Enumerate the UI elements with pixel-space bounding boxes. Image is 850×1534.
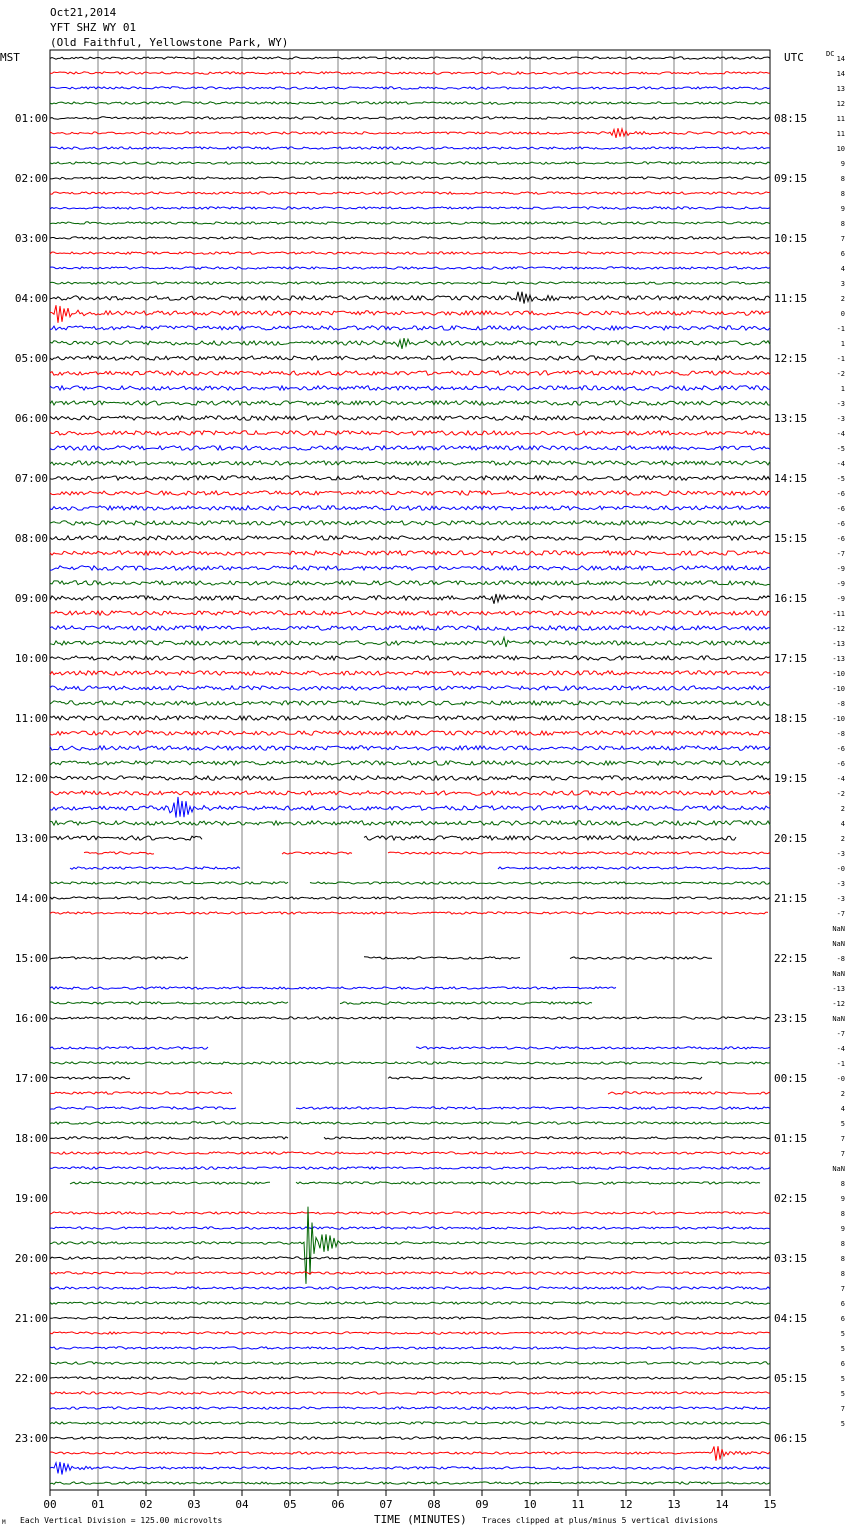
trace-line-67: [50, 1062, 770, 1064]
trace-line-74: [50, 1167, 770, 1169]
trace-line-16: [50, 292, 770, 304]
dc-offset-label: -12: [832, 1000, 845, 1008]
trace-line-48: [50, 776, 770, 780]
trace-line-38: [50, 626, 770, 630]
x-axis-ticks: [43, 1490, 776, 1511]
dc-offset-label: -2: [836, 790, 845, 798]
mst-hour-label: 03:00: [14, 232, 48, 245]
trace-line-18: [50, 326, 770, 330]
mst-hour-label: 08:00: [14, 532, 48, 545]
utc-hour-label: 15:15: [774, 532, 808, 545]
mst-hour-labels: [15, 112, 48, 1445]
mst-hour-label: 10:00: [14, 652, 48, 665]
header-date: Oct21,2014: [50, 6, 117, 19]
x-tick-label: 04: [235, 1498, 249, 1511]
dc-offset-label: 8: [840, 1240, 845, 1248]
dc-offset-label: 8: [840, 175, 845, 183]
dc-offset-label: -7: [836, 910, 845, 918]
trace-line-39: [50, 637, 770, 647]
trace-line-62: [50, 987, 616, 989]
mst-hour-label: 11:00: [14, 712, 48, 725]
dc-offset-label: -13: [832, 655, 845, 663]
mst-hour-label: 17:00: [14, 1072, 48, 1085]
trace-line-14: [50, 267, 770, 269]
x-tick-label: 05: [283, 1498, 297, 1511]
mst-hour-label: 15:00: [14, 952, 48, 965]
trace-line-64: [50, 1017, 770, 1019]
dc-offset-label: -3: [836, 880, 845, 888]
dc-offset-label: 2: [840, 1090, 845, 1098]
trace-line-86: [50, 1347, 770, 1349]
trace-line-93: [50, 1446, 770, 1461]
dc-offset-label: -12: [832, 625, 845, 633]
trace-line-30: [50, 506, 770, 510]
dc-offset-label: 5: [840, 1345, 845, 1353]
trace-line-40: [50, 656, 770, 660]
mst-hour-label: 07:00: [14, 472, 48, 485]
mst-hour-label: 04:00: [14, 292, 48, 305]
trace-line-26: [50, 446, 770, 450]
x-tick-label: 13: [667, 1498, 681, 1511]
utc-hour-label: 18:15: [774, 712, 808, 725]
dc-offset-label: -0: [836, 865, 845, 873]
mst-hour-label: 19:00: [14, 1192, 48, 1205]
dc-offset-label: 5: [840, 1330, 845, 1338]
trace-line-0: [50, 57, 770, 59]
trace-line-69: [50, 1092, 770, 1094]
dc-offset-label: 7: [840, 1405, 845, 1413]
trace-line-94: [50, 1462, 770, 1475]
utc-hour-label: 21:15: [774, 892, 808, 905]
utc-hour-label: 22:15: [774, 952, 808, 965]
dc-offset-label: -1: [836, 1060, 845, 1068]
utc-hour-label: 06:15: [774, 1432, 808, 1445]
dc-offset-label: 8: [840, 1270, 845, 1278]
trace-line-45: [50, 731, 770, 735]
trace-line-1: [50, 72, 770, 74]
dc-offset-label: 11: [836, 115, 845, 123]
mst-hour-label: 12:00: [14, 772, 48, 785]
trace-line-2: [50, 87, 770, 89]
trace-line-19: [50, 338, 770, 349]
dc-offset-label: -13: [832, 640, 845, 648]
trace-line-29: [50, 491, 770, 495]
utc-hour-label: 14:15: [774, 472, 808, 485]
trace-line-37: [50, 611, 770, 615]
dc-offset-label: -9: [836, 565, 845, 573]
dc-offset-label: 7: [840, 1135, 845, 1143]
trace-line-80: [50, 1257, 770, 1259]
dc-offset-label: -8: [836, 730, 845, 738]
dc-offset-label: -1: [836, 325, 845, 333]
x-tick-label: 10: [523, 1498, 537, 1511]
header-station: YFT SHZ WY 01: [50, 21, 137, 34]
time-gridlines: [98, 50, 722, 1490]
mst-hour-label: 23:00: [14, 1432, 48, 1445]
dc-offset-label: -4: [836, 430, 845, 438]
utc-hour-label: 09:15: [774, 172, 808, 185]
x-tick-label: 11: [571, 1498, 585, 1511]
dc-offset-label: -9: [836, 580, 845, 588]
trace-line-46: [50, 746, 770, 750]
trace-line-85: [50, 1332, 770, 1334]
utc-hour-label: 12:15: [774, 352, 808, 365]
trace-line-4: [50, 117, 770, 119]
dc-offset-label: -8: [836, 955, 845, 963]
dc-offset-label: 6: [840, 1315, 845, 1323]
utc-hour-label: 17:15: [774, 652, 808, 665]
dc-offset-label: 12: [836, 100, 845, 108]
dc-offset-label: -3: [836, 895, 845, 903]
corner-mark: M: [2, 1519, 6, 1526]
utc-hour-label: 13:15: [774, 412, 808, 425]
x-tick-label: 15: [763, 1498, 777, 1511]
mst-hour-label: 20:00: [14, 1252, 48, 1265]
trace-line-44: [50, 716, 770, 720]
trace-line-21: [50, 371, 770, 375]
x-tick-label: 03: [187, 1498, 201, 1511]
dc-offset-label: 10: [836, 145, 845, 153]
trace-line-36: [50, 594, 770, 604]
dc-offset-label: -6: [836, 535, 845, 543]
dc-offset-label: -13: [832, 985, 845, 993]
utc-hour-label: 02:15: [774, 1192, 808, 1205]
trace-line-55: [50, 882, 770, 884]
trace-line-20: [50, 356, 770, 360]
dc-offset-label: -6: [836, 490, 845, 498]
trace-line-8: [50, 177, 770, 179]
dc-offset-label: NaN: [832, 940, 845, 948]
dc-offset-label: 4: [840, 265, 845, 273]
dc-offset-label: 3: [840, 280, 845, 288]
dc-offset-label: -4: [836, 1045, 845, 1053]
dc-offset-label: -10: [832, 685, 845, 693]
dc-offset-label: 7: [840, 1150, 845, 1158]
x-tick-label: 08: [427, 1498, 441, 1511]
scale-note: Each Vertical Division = 125.00 microvolts: [20, 1516, 223, 1525]
mst-hour-label: 14:00: [14, 892, 48, 905]
dc-offset-label: 14: [836, 70, 845, 78]
x-axis-title: TIME (MINUTES): [374, 1513, 467, 1526]
trace-line-3: [50, 102, 770, 104]
dc-offset-label: 8: [840, 220, 845, 228]
header-location: (Old Faithful, Yellowstone Park, WY): [50, 36, 289, 49]
x-tick-label: 06: [331, 1498, 345, 1511]
dc-offset-label: NaN: [832, 925, 845, 933]
trace-line-34: [50, 566, 770, 570]
dc-offset-label: -6: [836, 745, 845, 753]
trace-line-15: [50, 282, 770, 284]
trace-line-87: [50, 1362, 770, 1364]
dc-offset-label: 8: [840, 1180, 845, 1188]
dc-offset-labels: [832, 55, 845, 1428]
trace-line-13: [50, 252, 770, 254]
dc-offset-label: -7: [836, 1030, 845, 1038]
dc-offset-label: 0: [840, 310, 845, 318]
utc-hour-label: 20:15: [774, 832, 808, 845]
dc-offset-label: -3: [836, 400, 845, 408]
mst-hour-label: 13:00: [14, 832, 48, 845]
mst-hour-label: 05:00: [14, 352, 48, 365]
dc-offset-label: 2: [840, 835, 845, 843]
dc-offset-label: NaN: [832, 1015, 845, 1023]
x-tick-label: 00: [43, 1498, 57, 1511]
dc-offset-label: -4: [836, 775, 845, 783]
trace-line-27: [50, 461, 770, 465]
x-tick-label: 09: [475, 1498, 489, 1511]
utc-hour-label: 01:15: [774, 1132, 808, 1145]
dc-offset-label: 9: [840, 205, 845, 213]
plot-frame: [50, 50, 770, 1490]
dc-offset-label: 1: [840, 340, 845, 348]
trace-line-60: [50, 957, 712, 959]
trace-line-24: [50, 416, 770, 420]
x-tick-label: 12: [619, 1498, 633, 1511]
trace-line-81: [50, 1272, 770, 1274]
dc-offset-label: NaN: [832, 970, 845, 978]
trace-line-49: [50, 791, 770, 795]
trace-line-70: [50, 1107, 770, 1109]
dc-offset-label: 2: [840, 805, 845, 813]
dc-offset-label: 11: [836, 130, 845, 138]
utc-hour-label: 05:15: [774, 1372, 808, 1385]
trace-line-95: [50, 1482, 770, 1484]
mst-hour-label: 18:00: [14, 1132, 48, 1145]
trace-line-11: [50, 222, 770, 224]
dc-offset-label: 1: [840, 385, 845, 393]
dc-offset-label: 6: [840, 250, 845, 258]
utc-axis-label: UTC: [784, 51, 804, 64]
trace-line-72: [50, 1137, 770, 1139]
seismic-traces: [50, 57, 770, 1484]
trace-line-78: [50, 1227, 770, 1229]
clip-note: Traces clipped at plus/minus 5 vertical divisions: [482, 1516, 719, 1525]
utc-hour-label: 19:15: [774, 772, 808, 785]
trace-line-53: [84, 852, 770, 854]
utc-hour-label: 08:15: [774, 112, 808, 125]
mst-hour-label: 06:00: [14, 412, 48, 425]
dc-offset-label: -7: [836, 550, 845, 558]
trace-line-43: [50, 701, 770, 705]
dc-offset-label: 5: [840, 1120, 845, 1128]
dc-offset-label: -10: [832, 670, 845, 678]
trace-line-89: [50, 1392, 770, 1394]
trace-line-5: [50, 128, 770, 138]
x-tick-label: 14: [715, 1498, 729, 1511]
trace-line-42: [50, 686, 770, 690]
trace-line-12: [50, 237, 770, 239]
trace-line-92: [50, 1437, 770, 1439]
dc-offset-label: 6: [840, 1300, 845, 1308]
trace-line-25: [50, 431, 770, 435]
dc-offset-label: -5: [836, 445, 845, 453]
trace-line-84: [50, 1317, 770, 1319]
trace-line-91: [50, 1422, 770, 1424]
trace-line-28: [50, 476, 770, 480]
mst-axis-label: MST: [0, 51, 20, 64]
dc-offset-label: 8: [840, 1255, 845, 1263]
utc-hour-label: 10:15: [774, 232, 808, 245]
utc-hour-labels: [774, 112, 807, 1445]
mst-hour-label: 01:00: [14, 112, 48, 125]
dc-offset-label: 5: [840, 1420, 845, 1428]
dc-offset-label: 6: [840, 1360, 845, 1368]
trace-line-7: [50, 162, 770, 164]
dc-offset-label: -5: [836, 475, 845, 483]
dc-offset-label: -3: [836, 415, 845, 423]
trace-line-6: [50, 147, 770, 149]
trace-line-82: [50, 1287, 770, 1289]
trace-line-90: [50, 1407, 770, 1409]
mst-hour-label: 02:00: [14, 172, 48, 185]
dc-offset-label: 4: [840, 820, 845, 828]
mst-hour-label: 21:00: [14, 1312, 48, 1325]
utc-hour-label: 03:15: [774, 1252, 808, 1265]
dc-offset-label: -9: [836, 595, 845, 603]
trace-line-54: [70, 867, 770, 869]
trace-line-71: [50, 1122, 770, 1124]
trace-line-33: [50, 551, 770, 555]
trace-line-88: [50, 1377, 770, 1379]
trace-line-51: [50, 821, 770, 825]
trace-line-9: [50, 192, 770, 194]
dc-offset-label: -2: [836, 370, 845, 378]
trace-line-56: [50, 897, 770, 899]
x-tick-label: 02: [139, 1498, 153, 1511]
trace-line-66: [50, 1047, 770, 1049]
dc-offset-label: 9: [840, 1225, 845, 1233]
dc-label: DC: [826, 50, 835, 58]
dc-offset-label: 8: [840, 1210, 845, 1218]
trace-line-63: [50, 1002, 592, 1004]
trace-line-32: [50, 536, 770, 540]
dc-offset-label: -6: [836, 505, 845, 513]
dc-offset-label: -4: [836, 460, 845, 468]
x-tick-label: 01: [91, 1498, 105, 1511]
trace-line-75: [70, 1182, 760, 1184]
trace-line-73: [50, 1152, 770, 1154]
utc-hour-label: 23:15: [774, 1012, 808, 1025]
dc-offset-label: 2: [840, 295, 845, 303]
dc-offset-label: 7: [840, 1285, 845, 1293]
dc-offset-label: 9: [840, 160, 845, 168]
dc-offset-label: 5: [840, 1375, 845, 1383]
dc-offset-label: 7: [840, 235, 845, 243]
dc-offset-label: -6: [836, 760, 845, 768]
trace-line-83: [50, 1302, 770, 1304]
dc-offset-label: -1: [836, 355, 845, 363]
x-tick-label: 07: [379, 1498, 393, 1511]
dc-offset-label: 13: [836, 85, 845, 93]
trace-line-22: [50, 386, 770, 390]
trace-line-68: [50, 1077, 702, 1079]
dc-offset-label: -10: [832, 715, 845, 723]
trace-line-52: [50, 836, 736, 840]
mst-hour-label: 16:00: [14, 1012, 48, 1025]
trace-line-10: [50, 207, 770, 209]
trace-line-35: [50, 581, 770, 585]
dc-offset-label: -0: [836, 1075, 845, 1083]
dc-offset-label: 5: [840, 1390, 845, 1398]
trace-line-47: [50, 761, 770, 765]
dc-offset-label: NaN: [832, 1165, 845, 1173]
dc-offset-label: -3: [836, 850, 845, 858]
trace-line-31: [50, 521, 770, 525]
dc-offset-label: 4: [840, 1105, 845, 1113]
dc-offset-label: -6: [836, 520, 845, 528]
utc-hour-label: 11:15: [774, 292, 808, 305]
dc-offset-label: 14: [836, 55, 845, 63]
mst-hour-label: 22:00: [14, 1372, 48, 1385]
dc-offset-label: 8: [840, 190, 845, 198]
dc-offset-label: -8: [836, 700, 845, 708]
trace-line-23: [50, 401, 770, 405]
dc-offset-label: 9: [840, 1195, 845, 1203]
trace-line-41: [50, 671, 770, 675]
trace-line-77: [50, 1212, 770, 1214]
trace-line-17: [50, 305, 770, 323]
dc-offset-label: -11: [832, 610, 845, 618]
trace-line-50: [50, 797, 770, 818]
utc-hour-label: 16:15: [774, 592, 808, 605]
utc-hour-label: 00:15: [774, 1072, 808, 1085]
utc-hour-label: 04:15: [774, 1312, 808, 1325]
mst-hour-label: 09:00: [14, 592, 48, 605]
trace-line-57: [50, 912, 768, 914]
